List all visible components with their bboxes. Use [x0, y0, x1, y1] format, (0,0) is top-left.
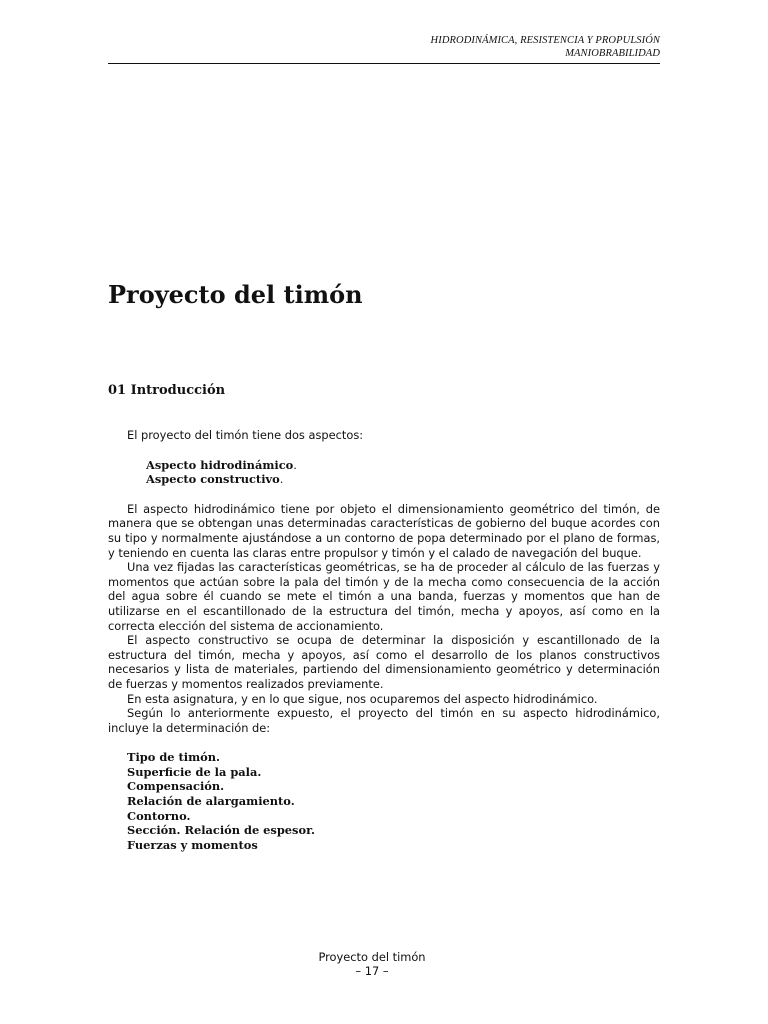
aspect-item	[146, 472, 660, 487]
list-item: Tipo de timón.	[127, 750, 220, 765]
aspect-suffix: .	[293, 457, 297, 472]
page-title: Proyecto del timón	[108, 280, 363, 309]
aspect-label: Aspecto constructivo	[146, 472, 280, 487]
aspect-item	[146, 458, 660, 473]
section-heading: 01 Introducción	[108, 383, 226, 398]
list-item: Superficie de la pala.	[127, 764, 262, 779]
list-item: Relación de alargamiento.	[127, 794, 295, 809]
intro-text: El proyecto del timón tiene dos aspectos:	[127, 428, 364, 442]
page-number: – 17 –	[355, 964, 389, 978]
list-item: Sección. Relación de espesor.	[127, 823, 315, 838]
list-item: Contorno.	[127, 808, 191, 823]
paragraph: Según lo anteriormente expuesto, el proyecto del timón en su aspecto hidrodinámico, incluye la determinación de:	[108, 706, 660, 735]
running-header	[431, 34, 660, 60]
aspect-suffix: .	[279, 472, 284, 487]
paragraph: En esta asignatura, y en lo que sigue, nos ocuparemos del aspecto hidrodinámico.	[127, 691, 598, 706]
aspect-label: Aspecto hidrodinámico	[146, 457, 294, 472]
header-line-1: HIDRODINÁMICA, RESISTENCIA Y PROPULSIÓN	[430, 35, 660, 46]
paragraph: Una vez fijadas las características geométricas, se ha de proceder al cálculo de las fuerzas y momentos que actúan sobre la pala del timón y de la mecha como consecuencia de la acción del agua sobre él cuando se mete el timón a una banda, fuerzas y momentos que han de utilizarse en el escantillonado de la estructura del timón, mecha y apoyos, así como en la correcta elección del sistema de accionamiento.	[108, 560, 660, 633]
page-footer	[0, 950, 744, 978]
list-item: Compensación.	[127, 779, 225, 794]
header-rule	[108, 63, 660, 64]
list-item: Fuerzas y momentos	[127, 837, 258, 852]
paragraph: El aspecto constructivo se ocupa de determinar la disposición y escantillonado de la estructura del timón, mecha y apoyos, así como el desarrollo de los planos constructivos necesarios y lista de materiales, partiendo del dimensionamiento geométrico y determinación de fuerzas y momentos realizados previamente.	[108, 633, 660, 691]
hydrodynamic-items-list	[108, 750, 660, 852]
footer-title: Proyecto del timón	[318, 950, 426, 964]
body-content	[108, 428, 660, 852]
aspect-list	[108, 458, 660, 487]
header-line-2: MANIOBRABILIDAD	[565, 48, 660, 59]
paragraph: El aspecto hidrodinámico tiene por objeto el dimensionamiento geométrico del timón, de manera que se obtengan unas determinadas características de gobierno del buque acordes con su tipo y normalmente ajustándose a un contorno de popa determinado por el plano de formas, y teniendo en cuenta las claras entre propulsor y timón y el calado de navegación del buque.	[108, 501, 660, 560]
